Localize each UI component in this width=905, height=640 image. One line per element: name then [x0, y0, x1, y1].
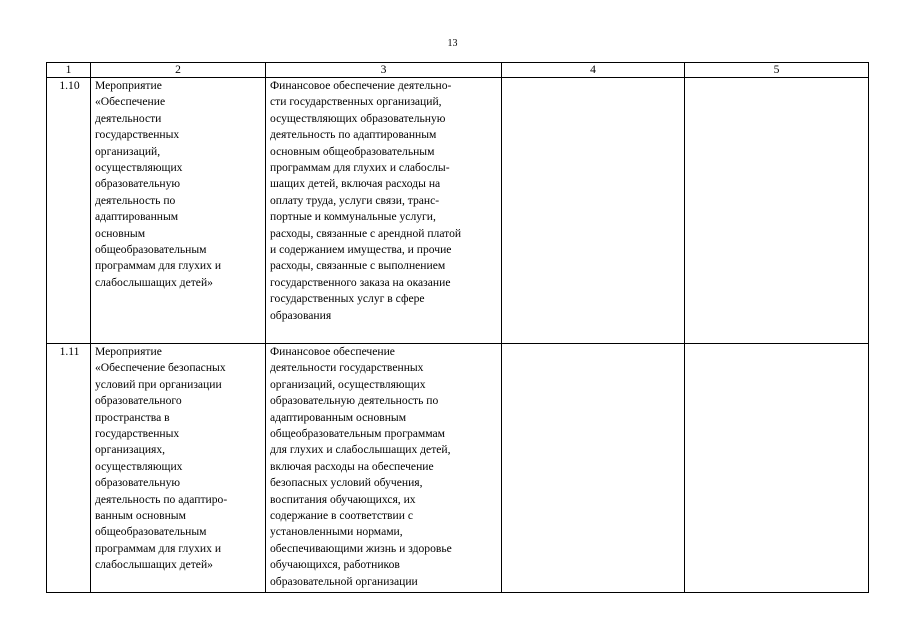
cell-text-line: деятельности: [95, 111, 162, 125]
cell-text-line: организаций, осуществляющих: [270, 377, 426, 391]
cell-text-line: государственных: [95, 128, 180, 142]
activity-description-cell: [266, 78, 502, 344]
cell-text-line: общеобразовательным: [95, 525, 207, 539]
cell-text-line: образования: [270, 308, 332, 322]
cell-text-line: государственного заказа на оказание: [270, 275, 451, 289]
cell-text-line: государственных услуг в сфере: [270, 292, 425, 306]
cell-text-line: Финансовое обеспечение деятельно-: [270, 79, 452, 92]
cell-text-line: программам для глухих и: [95, 259, 222, 273]
header-col-4: 4: [502, 63, 685, 78]
cell-text-line: и содержанием имущества, и прочие: [270, 243, 452, 257]
cell-text-line: общеобразовательным: [95, 243, 207, 257]
cell-text-line: для глухих и слабослышащих детей,: [270, 443, 451, 457]
cell-text-line: осуществляющих образовательную: [270, 111, 446, 125]
cell-text-line: деятельность по: [95, 193, 176, 207]
table-row: [47, 78, 869, 344]
cell-text-line: установленными нормами,: [270, 525, 403, 539]
row-number: 1.10: [47, 78, 91, 344]
cell-text-line: программам для глухих и слабослы-: [270, 161, 450, 175]
cell-text-line: ванным основным: [95, 509, 186, 523]
cell-text-line: включая расходы на обеспечение: [270, 459, 434, 473]
activities-table: [46, 62, 869, 593]
cell-text-line: адаптированным основным: [270, 410, 407, 424]
cell-text-line: слабослышащих детей»: [95, 275, 213, 289]
cell-text-line: организациях,: [95, 443, 166, 457]
cell-text-line: государственных: [95, 427, 180, 441]
cell-text-line: программам для глухих и: [95, 541, 222, 555]
cell-text-line: деятельности государственных: [270, 361, 424, 375]
cell-text-line: обеспечивающими жизнь и здоровье: [270, 541, 452, 555]
table-header: [47, 63, 869, 78]
col4-cell: [502, 78, 685, 344]
header-col-3: 3: [266, 63, 502, 78]
cell-text-line: образовательную деятельность по: [270, 394, 439, 408]
cell-text-line: Мероприятие: [95, 79, 162, 92]
cell-text-line: сти государственных организаций,: [270, 95, 442, 109]
cell-text-line: оплату труда, услуги связи, транс-: [270, 193, 440, 207]
cell-text-line: «Обеспечение безопасных: [95, 361, 226, 375]
cell-text-line: основным: [95, 226, 146, 240]
cell-text-line: «Обеспечение: [95, 95, 166, 109]
cell-text-line: адаптированным: [95, 210, 179, 224]
cell-text-line: образовательную: [95, 177, 181, 191]
cell-text-line: портные и коммунальные услуги,: [270, 210, 436, 224]
activity-name-cell: [91, 344, 266, 593]
cell-text-line: расходы, связанные с арендной платой: [270, 226, 462, 240]
activity-name-cell: [91, 78, 266, 344]
header-col-2: 2: [91, 63, 266, 78]
table-row: [47, 344, 869, 593]
table-body: [47, 78, 869, 593]
cell-text-line: воспитания обучающихся, их: [270, 492, 416, 506]
cell-text-line: деятельность по адаптиро-: [95, 492, 228, 506]
cell-text-line: шащих детей, включая расходы на: [270, 177, 441, 191]
row-number: 1.11: [47, 344, 91, 593]
header-col-5: 5: [685, 63, 869, 78]
cell-text-line: безопасных условий обучения,: [270, 476, 423, 490]
cell-text-line: образовательного: [95, 394, 182, 408]
cell-text-line: Финансовое обеспечение: [270, 345, 395, 358]
header-col-1: 1: [47, 63, 91, 78]
cell-text-line: содержание в соответствии с: [270, 509, 413, 523]
cell-text-line: слабослышащих детей»: [95, 558, 213, 572]
cell-text-line: условий при организации: [95, 377, 222, 391]
header-row: [47, 63, 869, 78]
cell-text-line: деятельность по адаптированным: [270, 128, 437, 142]
cell-text-line: Мероприятие: [95, 345, 162, 358]
activity-description-cell: [266, 344, 502, 593]
col5-cell: [685, 78, 869, 344]
cell-text-line: пространства в: [95, 410, 170, 424]
cell-text-line: организаций,: [95, 144, 161, 158]
col5-cell: [685, 344, 869, 593]
cell-text-line: расходы, связанные с выполнением: [270, 259, 446, 273]
cell-text-line: основным общеобразовательным: [270, 144, 435, 158]
cell-text-line: осуществляющих: [95, 161, 183, 175]
page-number: 13: [447, 38, 458, 49]
cell-text-line: образовательной организации: [270, 574, 418, 588]
cell-text-line: обучающихся, работников: [270, 558, 400, 572]
cell-text-line: осуществляющих: [95, 459, 183, 473]
col4-cell: [502, 344, 685, 593]
cell-text-line: образовательную: [95, 476, 181, 490]
cell-text-line: общеобразовательным программам: [270, 427, 445, 441]
